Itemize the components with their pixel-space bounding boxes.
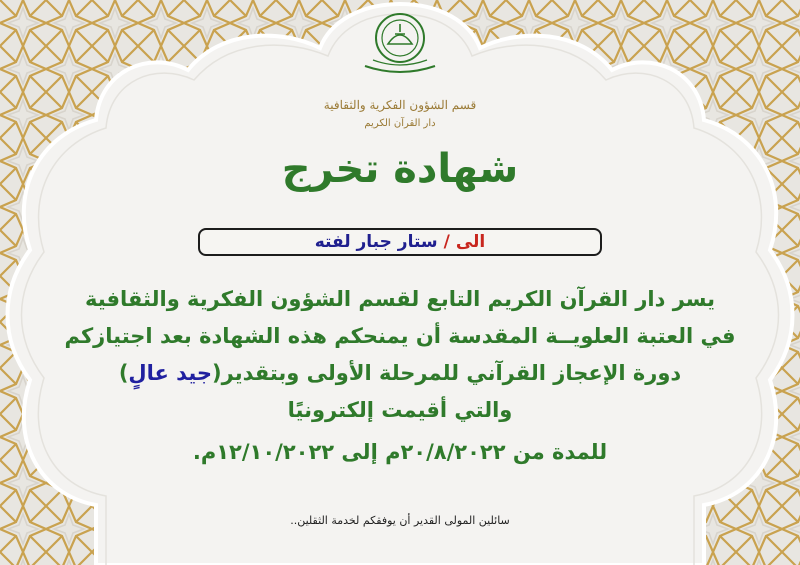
department-name: قسم الشؤون الفكرية والثقافية <box>323 98 477 112</box>
recipient-name: ستار جبار لفته <box>314 232 438 252</box>
recipient-prefix: الى <box>455 232 486 252</box>
grade-open-paren: ( <box>212 361 222 385</box>
body-line-2: في العتبة العلويــة المقدسة أن يمنحكم هذه الشهادة بعد اجتيازكم <box>64 324 736 348</box>
body-line-1: يسر دار القرآن الكريم التابع لقسم الشؤون الفكرية والثقافية <box>84 287 716 311</box>
body-line-3 <box>0 361 800 385</box>
recipient-box <box>198 228 602 256</box>
body-line-5: للمدة من ٢٠/٨/٢٠٢٢م إلى ١٢/١٠/٢٠٢٢م. <box>192 440 608 464</box>
certificate-title: شهادة تخرج <box>281 146 519 192</box>
closing-prayer: سائلين المولى القدير أن يوفقكم لخدمة الثقلين.. <box>290 514 510 527</box>
sub-department-name: دار القرآن الكريم <box>364 118 436 129</box>
grade-value: جيد عالٍ <box>128 361 213 385</box>
shrine-emblem-logo <box>355 8 445 78</box>
body-line-4: والتي أقيمت إلكترونيًا <box>287 398 513 422</box>
grade-close-paren: ) <box>118 361 129 385</box>
recipient-separator: / <box>443 232 450 252</box>
course-text: دورة الإعجاز القرآني للمرحلة الأولى وبتقدير <box>221 361 682 385</box>
